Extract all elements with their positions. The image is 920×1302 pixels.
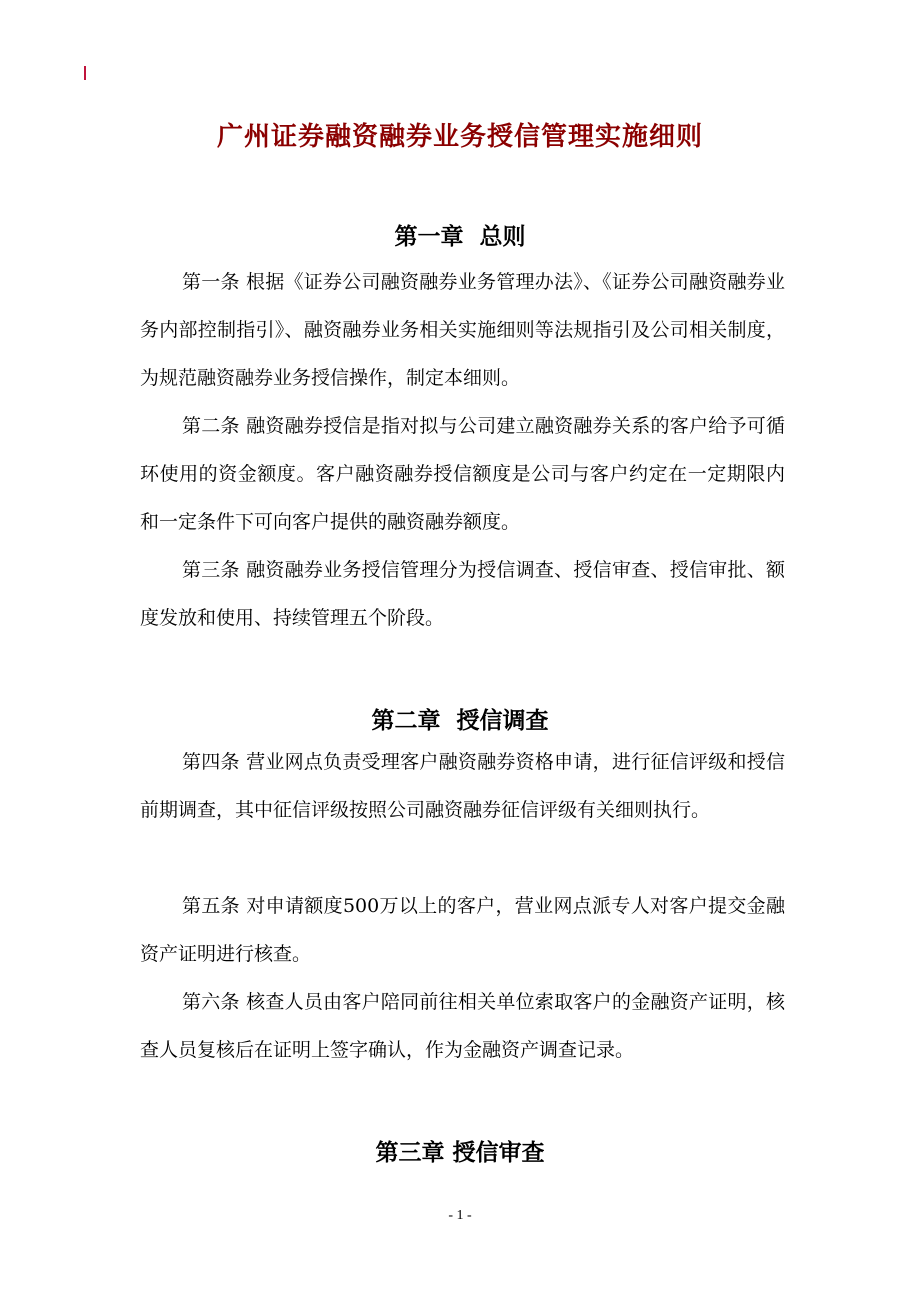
chapter-3-heading: 第三章 授信审查 — [375, 1140, 545, 1166]
article-6: 第六条 核查人员由客户陪同前往相关单位索取客户的金融资产证明，核查人员复核后在证明上签字确认，作为金融资产调查记录。 — [140, 991, 785, 1061]
document-title: 广州证券融资融券业务授信管理实施细则 — [216, 122, 703, 152]
article-1: 第一条 根据《证券公司融资融券业务管理办法》、《证券公司融资融券业务内部控制指引》、融资融券业务相关实施细则等法规指引及公司相关制度，为规范融资融券业务授信操作，制定本细则。 — [140, 271, 785, 389]
margin-mark — [84, 66, 86, 80]
chapter-1-heading: 第一章 总则 — [394, 224, 526, 250]
chapter-2-heading: 第二章 授信调查 — [371, 708, 549, 734]
article-5: 第五条 对申请额度500万以上的客户，营业网点派专人对客户提交金融资产证明进行核查。 — [140, 895, 785, 965]
article-2: 第二条 融资融券授信是指对拟与公司建立融资融券关系的客户给予可循环使用的资金额度。客户融资融券授信额度是公司与客户约定在一定期限内和一定条件下可向客户提供的融资融券额度。 — [140, 415, 785, 533]
page-number: - 1 - — [448, 1208, 472, 1223]
article-3: 第三条 融资融券业务授信管理分为授信调查、授信审查、授信审批、额度发放和使用、持续管理五个阶段。 — [140, 559, 785, 629]
article-4: 第四条 营业网点负责受理客户融资融券资格申请，进行征信评级和授信前期调查，其中征信评级按照公司融资融券征信评级有关细则执行。 — [140, 751, 785, 821]
